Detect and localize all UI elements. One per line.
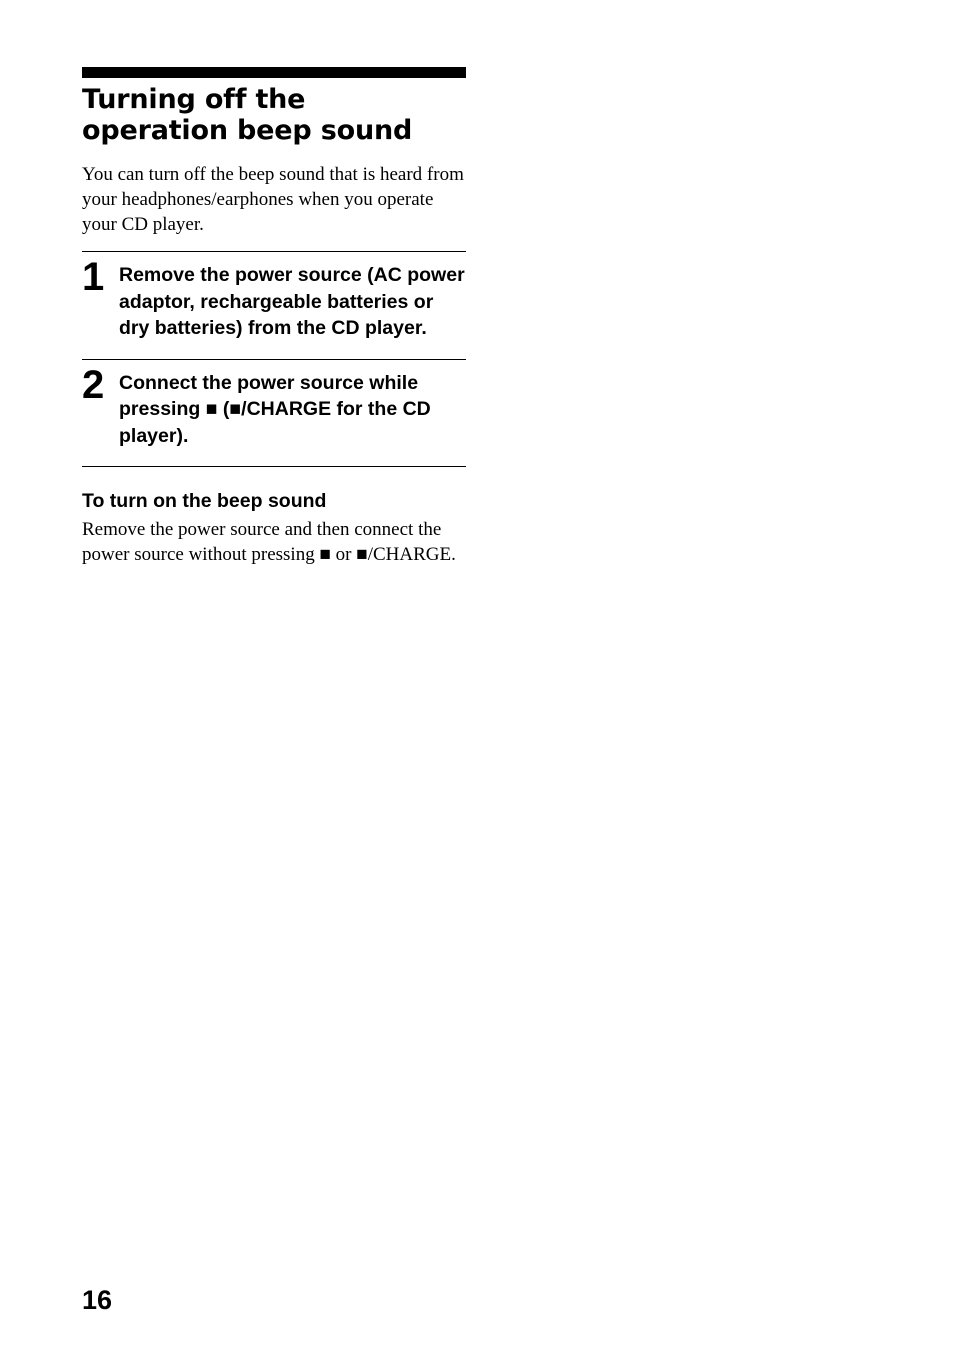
note-heading: To turn on the beep sound: [82, 490, 327, 512]
page-number: 16: [82, 1285, 113, 1315]
section-title: [82, 84, 466, 146]
intro-paragraph: You can turn off the beep sound that is heard from your headphones/earphones when you operate your CD player.: [82, 164, 464, 235]
note-paragraph: Remove the power source and then connect the power source without pressing ■ or ■/CHARGE.: [82, 519, 456, 565]
heading-rule: [82, 67, 466, 78]
section-title-line-1: Turning off the: [82, 84, 306, 115]
step-instruction: Remove the power source (AC power adaptor, rechargeable batteries or dry batteries) from the CD player.: [119, 264, 465, 339]
main-column: [82, 67, 466, 567]
step-1: [82, 251, 466, 359]
step-instruction: Connect the power source while pressing ■ (■/CHARGE for the CD player).: [119, 371, 431, 447]
step-2: [82, 359, 466, 468]
step-number: 2: [82, 362, 105, 407]
section-title-line-2: operation beep sound: [82, 115, 413, 146]
step-number: 1: [82, 255, 105, 299]
